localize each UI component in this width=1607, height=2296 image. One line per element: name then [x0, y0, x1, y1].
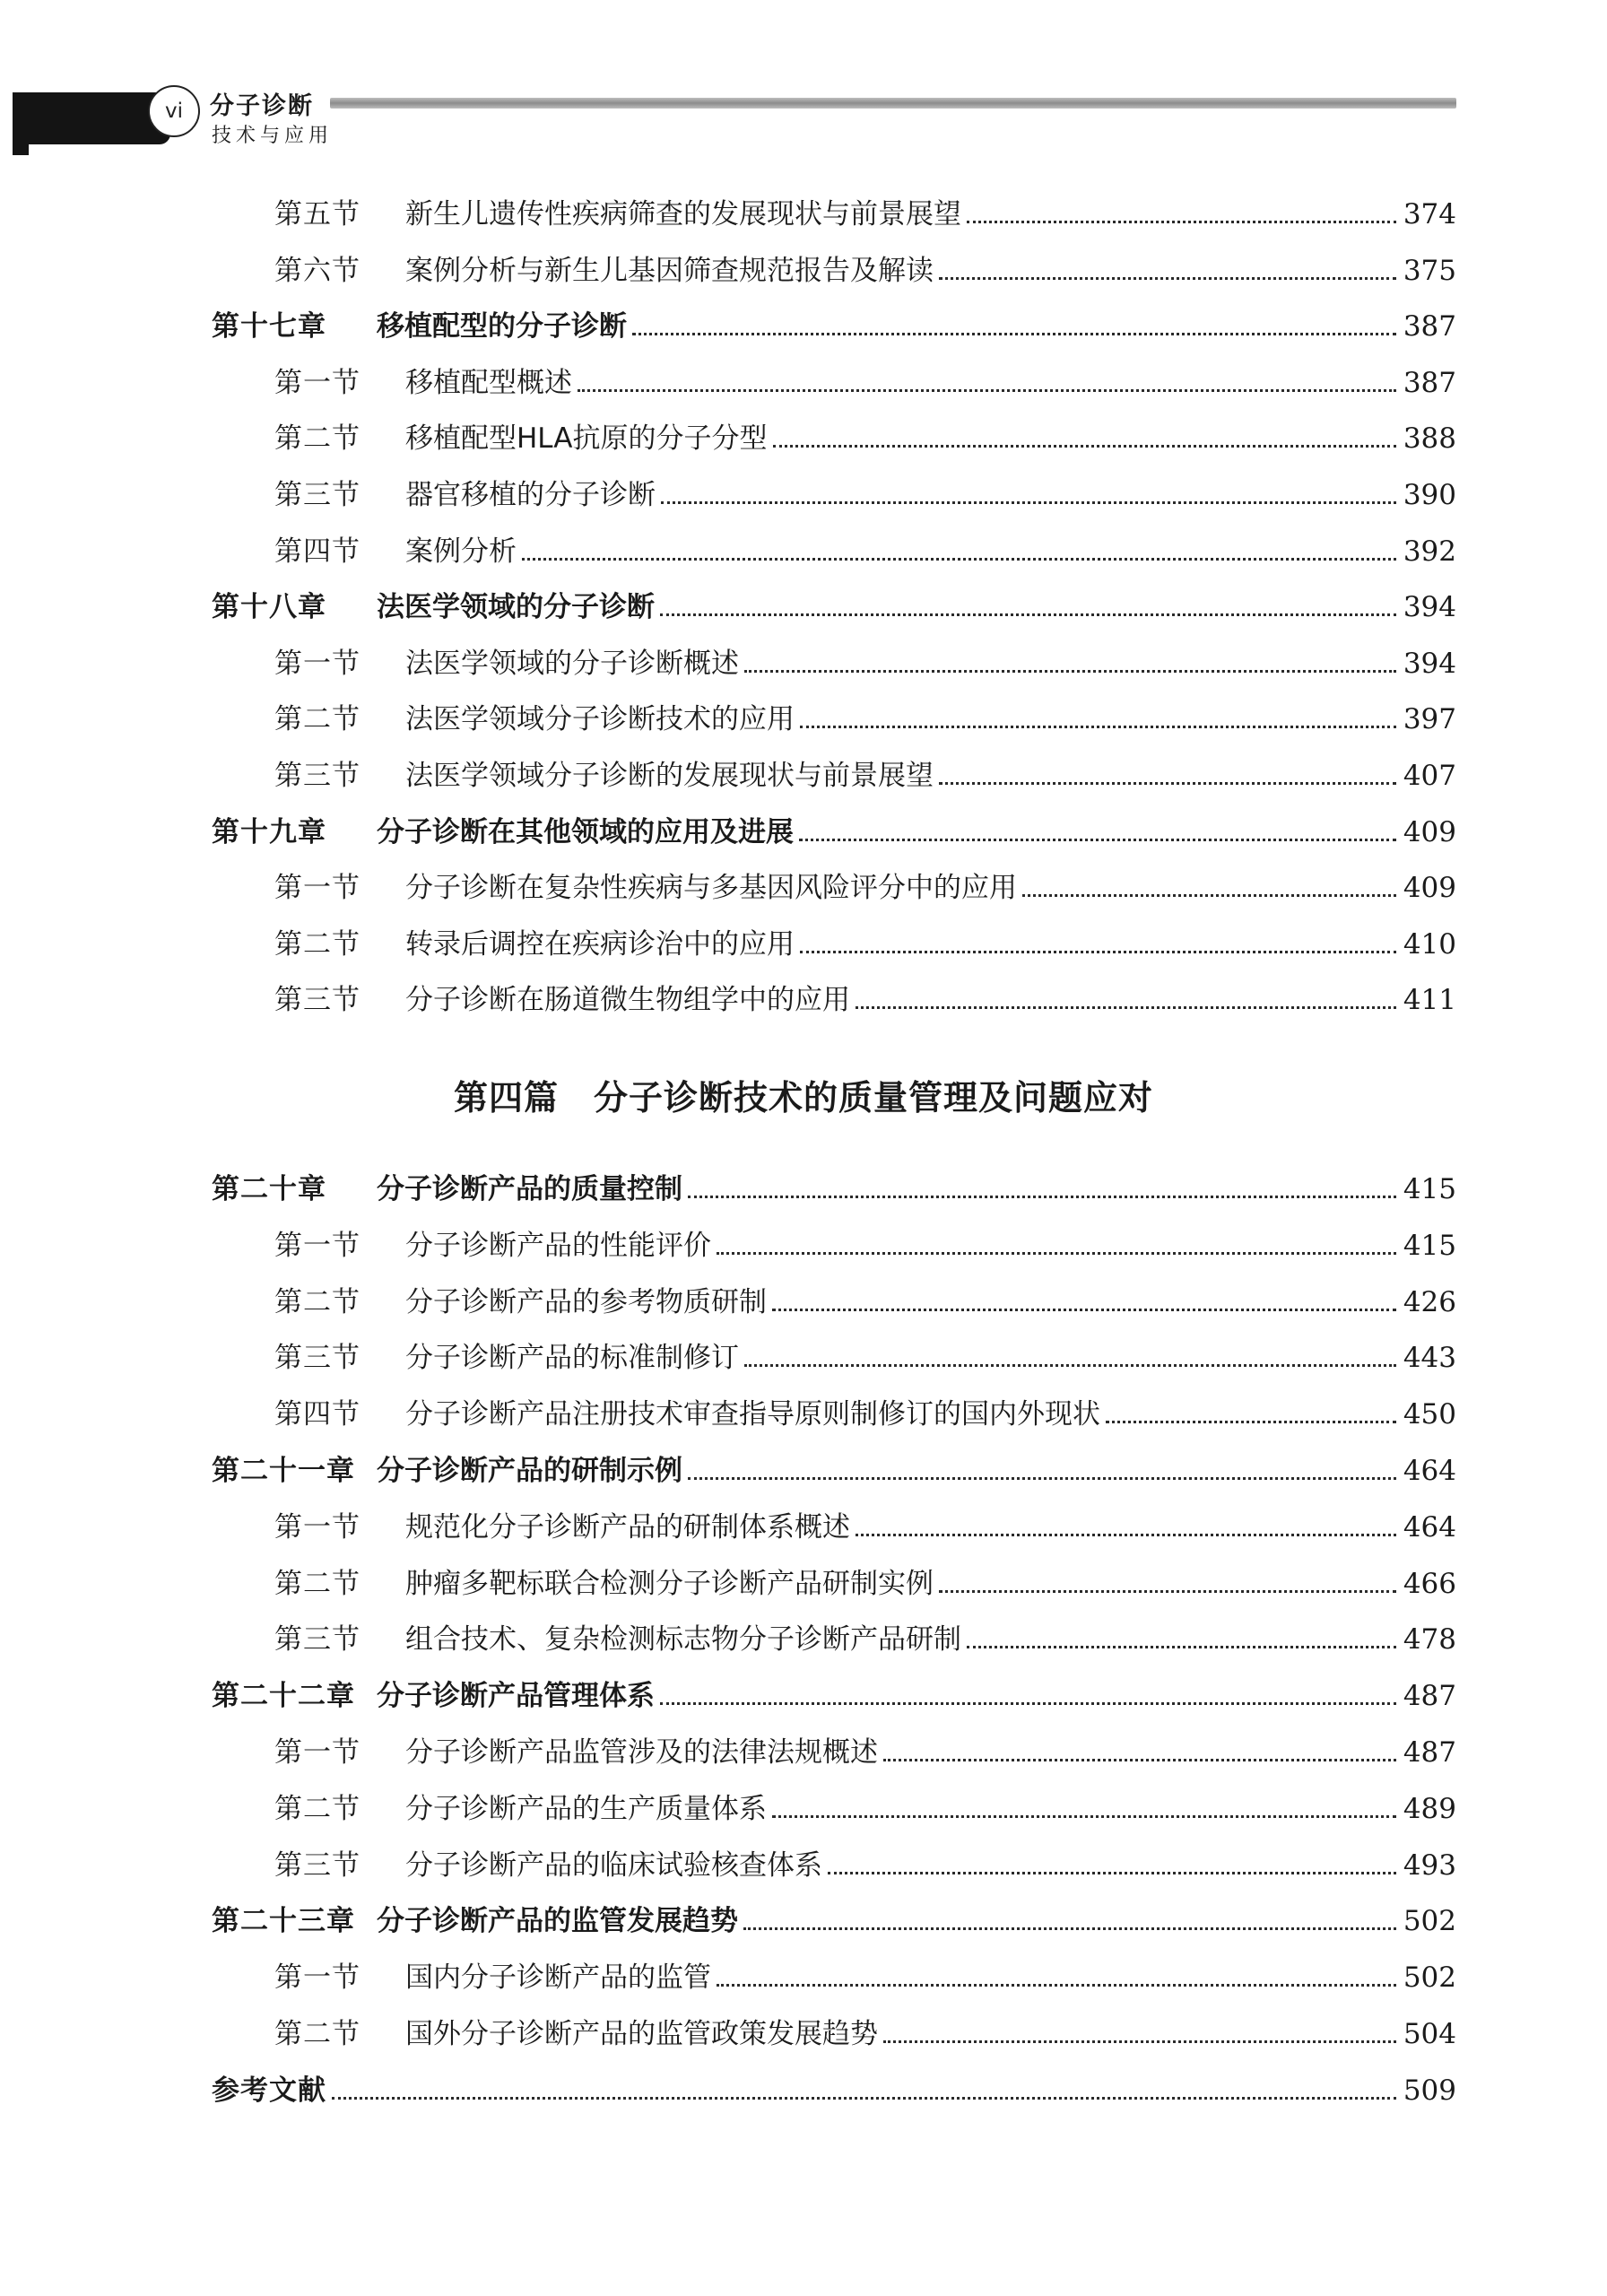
toc-leader-dots — [744, 670, 1396, 673]
toc-leader-dots — [522, 558, 1396, 561]
toc-section-row — [0, 528, 1607, 575]
toc-entry-title: 新生儿遗传性疾病筛查的发展现状与前景展望 — [405, 191, 967, 238]
toc-entry-number: 第二节 — [274, 422, 360, 456]
toc-entry-number: 第十九章 — [212, 815, 326, 848]
toc-leader-dots — [772, 1309, 1396, 1311]
toc-section-row — [0, 1786, 1607, 1832]
toc-leader-dots — [632, 333, 1396, 335]
toc-page-number: 450 — [1400, 1391, 1456, 1438]
toc-chapter-row — [0, 1448, 1607, 1494]
toc-page-number: 390 — [1400, 472, 1456, 518]
toc-entry-number: 第三节 — [274, 479, 360, 511]
toc-entry-title: 法医学领域分子诊断技术的应用 — [405, 696, 800, 743]
toc-entry-number: 第二十二章 — [212, 1680, 355, 1713]
page-number-badge — [148, 85, 200, 137]
toc-leader-dots — [856, 1534, 1396, 1536]
toc-page-number: 374 — [1400, 191, 1456, 238]
toc-entry-title: 器官移植的分子诊断 — [405, 472, 661, 518]
toc-entry-title: 分子诊断产品的监管发展趋势 — [377, 1898, 743, 1944]
toc-leader-dots — [939, 782, 1396, 785]
toc-page-number: 493 — [1400, 1842, 1456, 1889]
toc-section-row — [0, 1279, 1607, 1326]
toc-entry-title: 分子诊断产品的生产质量体系 — [405, 1786, 772, 1832]
toc-entry-title: 分子诊断产品注册技术审查指导原则制修订的国内外现状 — [405, 1391, 1106, 1438]
toc-entry-number: 第二节 — [274, 2018, 360, 2050]
toc-entry-title: 法医学领域分子诊断的发展现状与前景展望 — [405, 752, 939, 799]
toc-page-number: 410 — [1400, 921, 1456, 968]
toc-section-row — [0, 1842, 1607, 1889]
toc-leader-dots — [717, 1984, 1396, 1987]
toc-section-row — [0, 1954, 1607, 2001]
toc-page-number: 394 — [1400, 640, 1456, 687]
toc-leader-dots — [717, 1252, 1396, 1255]
toc-entry-title: 国外分子诊断产品的监管政策发展趋势 — [405, 2011, 883, 2057]
toc-leader-dots — [883, 2040, 1396, 2043]
toc-entry-number: 第二十一章 — [212, 1455, 355, 1487]
toc-entry-number: 第二节 — [274, 1792, 360, 1825]
toc-leader-dots — [800, 726, 1396, 728]
toc-section-row — [0, 248, 1607, 294]
toc-entry-number: 第四节 — [274, 1398, 360, 1431]
toc-leader-dots — [743, 1927, 1396, 1930]
toc-chapter-row — [0, 303, 1607, 350]
toc-leader-dots — [856, 1006, 1396, 1009]
toc-entry-title: 分子诊断产品的参考物质研制 — [405, 1279, 772, 1326]
toc-entry-number: 第一节 — [274, 647, 360, 680]
toc-entry-number: 第三节 — [274, 1623, 360, 1657]
toc-page-number: 443 — [1400, 1335, 1456, 1381]
toc-page-number: 487 — [1400, 1729, 1456, 1776]
toc-leader-dots — [967, 221, 1396, 223]
toc-page-number: 489 — [1400, 1786, 1456, 1832]
part-title: 第四篇 分子诊断技术的质量管理及问题应对 — [453, 1078, 1153, 1118]
book-subtitle: 技术与应用 — [212, 125, 334, 147]
toc-entry-number: 第二十章 — [212, 1173, 326, 1205]
toc-entry-title: 分子诊断在肠道微生物组学中的应用 — [405, 977, 856, 1023]
toc-section-row — [0, 2011, 1607, 2057]
book-title: 分子诊断 — [210, 92, 314, 120]
toc-page-number: 466 — [1400, 1561, 1456, 1607]
page-label: vi — [164, 100, 183, 123]
toc-page-number: 415 — [1400, 1222, 1456, 1269]
toc-page-number: 502 — [1400, 1898, 1456, 1944]
toc-entry-number: 第三节 — [274, 1342, 360, 1375]
toc-entry-number: 第二节 — [274, 927, 360, 961]
toc-chapter-row — [0, 1166, 1607, 1213]
toc-entry-number: 第二节 — [274, 1285, 360, 1318]
toc-leader-dots — [773, 445, 1396, 448]
toc-leader-dots — [688, 1196, 1396, 1198]
toc-entry-number: 第十七章 — [212, 310, 326, 344]
toc-leader-dots — [688, 1477, 1396, 1480]
toc-entry-title: 移植配型概述 — [405, 360, 578, 406]
toc-page-number: 426 — [1400, 1279, 1456, 1326]
toc-entry-title: 移植配型HLA抗原的分子分型 — [405, 415, 773, 462]
toc-entry-number: 第三节 — [274, 760, 360, 792]
toc-entry-title: 移植配型的分子诊断 — [377, 303, 632, 350]
toc-entry-number: 第二节 — [274, 703, 360, 736]
toc-leader-dots — [660, 613, 1396, 616]
toc-entry-title: 转录后调控在疾病诊治中的应用 — [405, 921, 800, 968]
toc-page-number: 407 — [1400, 752, 1456, 799]
toc-leader-dots — [939, 277, 1396, 280]
toc-entry-title: 分子诊断产品的临床试验核查体系 — [405, 1842, 828, 1889]
toc-entry-number: 第一节 — [274, 366, 360, 399]
toc-section-row — [0, 1335, 1607, 1381]
toc-chapter-row — [0, 2067, 1607, 2114]
toc-entry-number: 第五节 — [274, 198, 360, 230]
toc-page-number: 502 — [1400, 1954, 1456, 2001]
toc-leader-dots — [744, 1364, 1396, 1367]
toc-leader-dots — [828, 1872, 1396, 1874]
toc-entry-number: 第二节 — [274, 1567, 360, 1600]
toc-leader-dots — [772, 1815, 1396, 1818]
toc-leader-dots — [799, 839, 1396, 841]
toc-entry-number: 第二十三章 — [212, 1905, 355, 1938]
toc-leader-dots — [967, 1646, 1396, 1648]
toc-entry-title: 国内分子诊断产品的监管 — [405, 1954, 717, 2001]
toc-entry-number: 第一节 — [274, 1229, 360, 1262]
toc-entry-number: 第六节 — [274, 254, 360, 287]
toc-section-row — [0, 1561, 1607, 1607]
toc-entry-title: 分子诊断产品管理体系 — [377, 1673, 660, 1719]
toc-entry-number: 第三节 — [274, 1848, 360, 1882]
header-rule — [330, 98, 1456, 109]
toc-entry-title: 组合技术、复杂检测标志物分子诊断产品研制 — [405, 1616, 967, 1663]
toc-page-number: 411 — [1400, 977, 1456, 1023]
toc-leader-dots — [883, 1759, 1396, 1761]
toc-section-row — [0, 472, 1607, 518]
toc-entry-title: 案例分析 — [405, 528, 522, 575]
toc-leader-dots — [1106, 1421, 1396, 1423]
toc-section-row — [0, 1222, 1607, 1269]
toc-page-number: 487 — [1400, 1673, 1456, 1719]
toc-page-number: 387 — [1400, 303, 1456, 350]
toc-leader-dots — [578, 389, 1396, 392]
toc-entry-number: 第一节 — [274, 1510, 360, 1544]
header-decorative-band — [13, 92, 170, 144]
toc-section-row — [0, 696, 1607, 743]
toc-entry-number: 第一节 — [274, 872, 360, 905]
toc-entry-title: 分子诊断产品的质量控制 — [377, 1166, 688, 1213]
toc-page-number: 509 — [1400, 2067, 1456, 2114]
toc-chapter-row — [0, 1673, 1607, 1719]
toc-page-number: 397 — [1400, 696, 1456, 743]
toc-page-number: 464 — [1400, 1504, 1456, 1551]
toc-chapter-row — [0, 809, 1607, 856]
toc-leader-dots — [1022, 894, 1396, 897]
toc-entry-title: 分子诊断产品监管涉及的法律法规概述 — [405, 1729, 883, 1776]
toc-page-number: 409 — [1400, 865, 1456, 911]
toc-leader-dots — [939, 1590, 1396, 1593]
toc-page-number: 394 — [1400, 584, 1456, 631]
toc-entry-title: 法医学领域的分子诊断概述 — [405, 640, 744, 687]
toc-leader-dots — [332, 2097, 1396, 2100]
toc-section-row — [0, 1616, 1607, 1663]
toc-page-number: 375 — [1400, 248, 1456, 294]
toc-entry-number: 第十八章 — [212, 591, 326, 624]
toc-section-row — [0, 1504, 1607, 1551]
toc-entry-title: 法医学领域的分子诊断 — [377, 584, 660, 631]
toc-chapter-row — [0, 1898, 1607, 1944]
toc-chapter-row — [0, 584, 1607, 631]
toc-page-number: 388 — [1400, 415, 1456, 462]
toc-section-row — [0, 191, 1607, 238]
toc-entry-title: 分子诊断在其他领域的应用及进展 — [377, 809, 799, 856]
toc-section-row — [0, 360, 1607, 406]
toc-entry-title: 案例分析与新生儿基因筛查规范报告及解读 — [405, 248, 939, 294]
toc-section-row — [0, 865, 1607, 911]
toc-section-row — [0, 640, 1607, 687]
toc-section-row — [0, 921, 1607, 968]
toc-page-number: 504 — [1400, 2011, 1456, 2057]
toc-section-row — [0, 752, 1607, 799]
toc-entry-title: 分子诊断产品的研制示例 — [377, 1448, 688, 1494]
toc-leader-dots — [660, 1702, 1396, 1705]
toc-entry-title: 规范化分子诊断产品的研制体系概述 — [405, 1504, 856, 1551]
toc-entry-number: 第一节 — [274, 1961, 360, 1995]
toc-entry-number: 第一节 — [274, 1736, 360, 1769]
toc-page-number: 478 — [1400, 1616, 1456, 1663]
toc-page-number: 415 — [1400, 1166, 1456, 1213]
toc-entry-title: 分子诊断在复杂性疾病与多基因风险评分中的应用 — [405, 865, 1022, 911]
toc-leader-dots — [661, 501, 1396, 504]
toc-entry-title: 分子诊断产品的性能评价 — [405, 1222, 717, 1269]
toc-leader-dots — [800, 951, 1396, 953]
toc-entry-number: 第四节 — [274, 535, 360, 568]
toc-section-row — [0, 1729, 1607, 1776]
toc-page-number: 464 — [1400, 1448, 1456, 1494]
toc-page-number: 409 — [1400, 809, 1456, 856]
toc-section-row — [0, 1391, 1607, 1438]
toc-entry-title: 分子诊断产品的标准制修订 — [405, 1335, 744, 1381]
toc-entry-number: 参考文献 — [212, 2074, 326, 2107]
toc-page-number: 392 — [1400, 528, 1456, 575]
toc-section-row — [0, 415, 1607, 462]
toc-section-row — [0, 977, 1607, 1023]
toc-entry-title: 肿瘤多靶标联合检测分子诊断产品研制实例 — [405, 1561, 939, 1607]
toc-entry-number: 第三节 — [274, 984, 360, 1017]
toc-page-number: 387 — [1400, 360, 1456, 406]
